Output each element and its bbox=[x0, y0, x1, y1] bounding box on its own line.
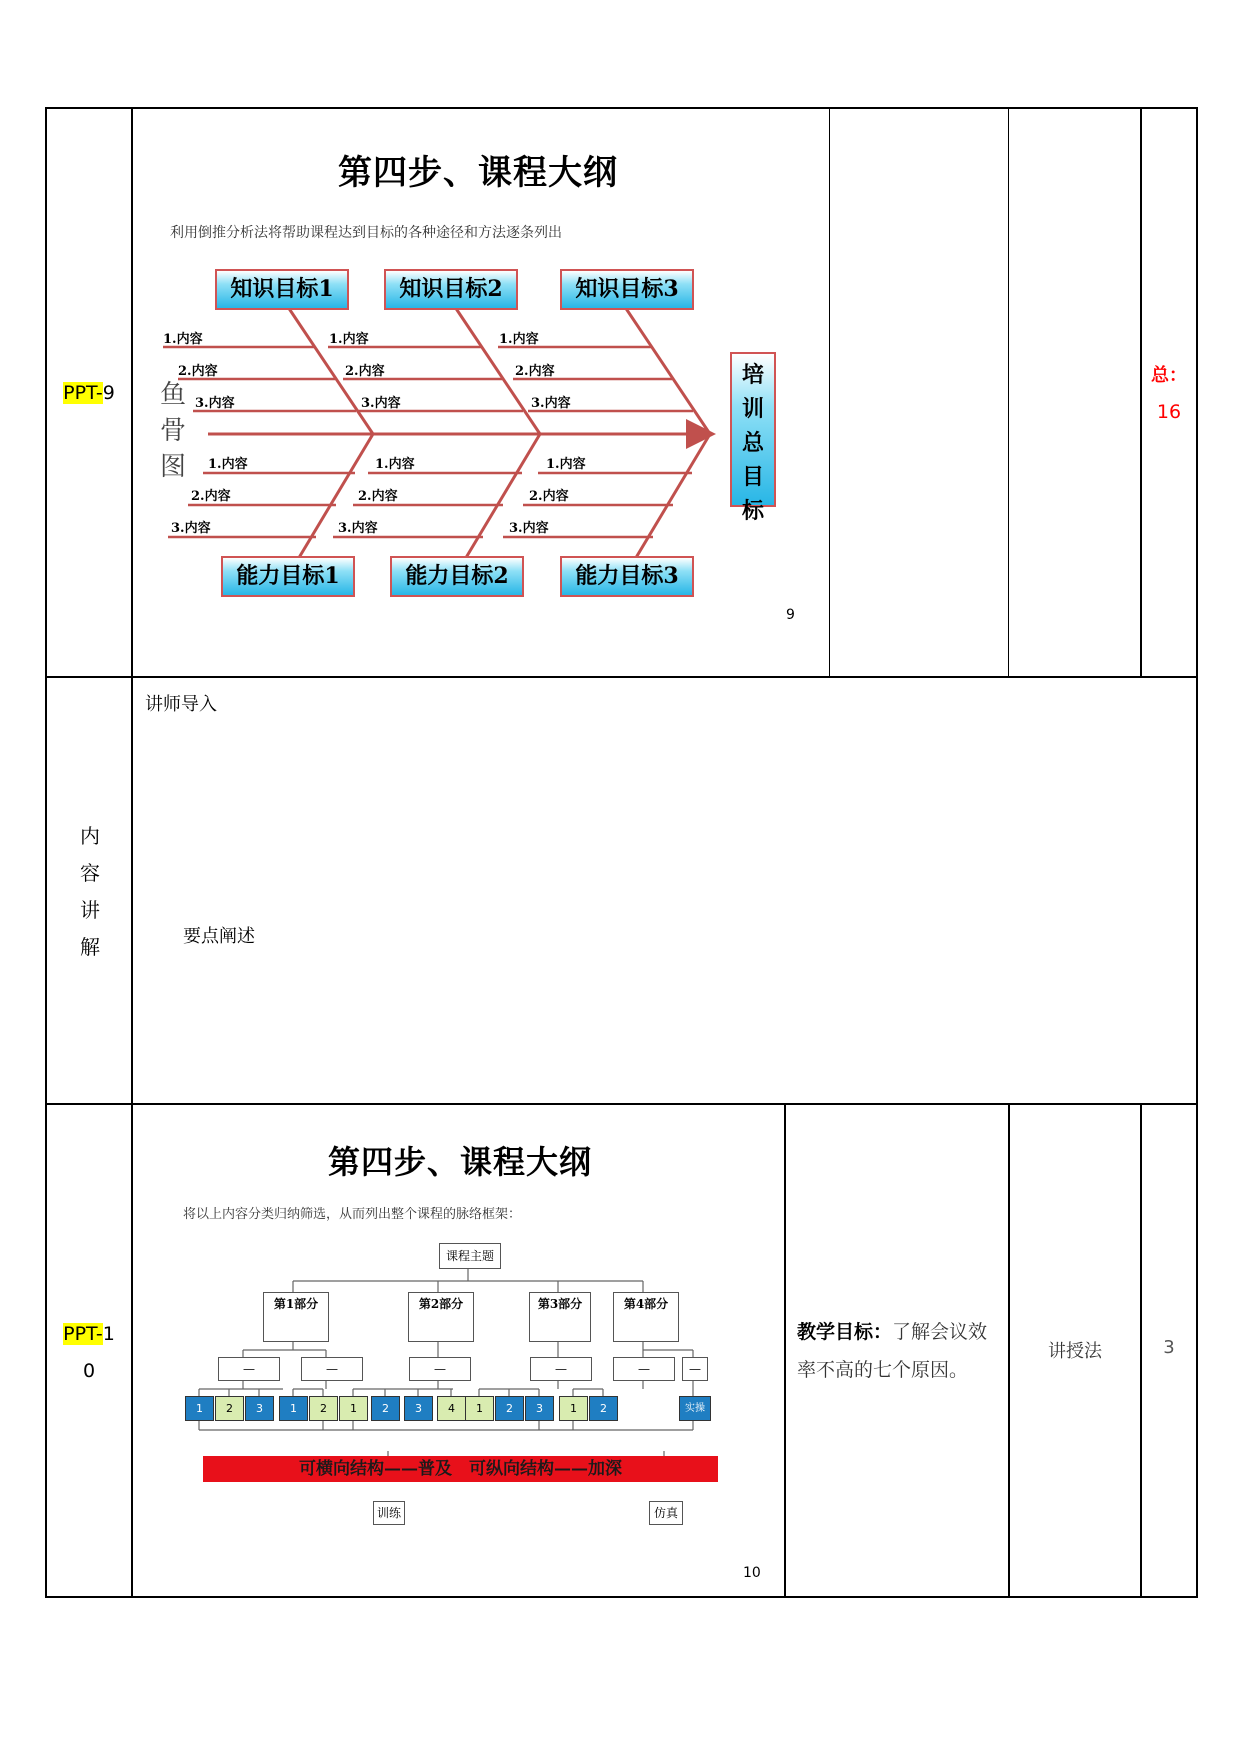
branch-item: 1.内容 bbox=[499, 332, 539, 347]
branch-item: 3.内容 bbox=[509, 521, 549, 536]
total-label: 总： bbox=[1151, 365, 1187, 386]
leaf-box: 1 bbox=[559, 1396, 588, 1421]
leaf-box: 1 bbox=[339, 1396, 368, 1421]
ppt-prefix: PPT- bbox=[63, 382, 103, 404]
table-border-right bbox=[1196, 107, 1198, 1598]
leaf-box: 1 bbox=[279, 1396, 308, 1421]
branch-item: 1.内容 bbox=[208, 457, 248, 472]
slide-9 bbox=[133, 109, 829, 676]
ability-goal-1: 能力目标1 bbox=[221, 556, 355, 597]
branch-item: 1.内容 bbox=[546, 457, 586, 472]
goal-label: 教学目标： bbox=[797, 1321, 893, 1343]
method-cell: 讲授法 bbox=[1048, 1341, 1102, 1362]
section-label-content: 内容讲解 bbox=[80, 824, 100, 959]
branch-item: 2.内容 bbox=[529, 489, 569, 504]
ppt-9-label bbox=[47, 375, 131, 412]
org-part-3: 第3部分 bbox=[529, 1292, 591, 1342]
ability-goal-2: 能力目标2 bbox=[390, 556, 524, 597]
knowledge-goal-2: 知识目标2 bbox=[384, 269, 518, 310]
branch-item: 3.内容 bbox=[361, 396, 401, 411]
ability-goal-3: 能力目标3 bbox=[560, 556, 694, 597]
org-sub: — bbox=[301, 1357, 363, 1381]
knowledge-goal-3: 知识目标3 bbox=[560, 269, 694, 310]
leaf-box: 2 bbox=[495, 1396, 524, 1421]
branch-item: 3.内容 bbox=[171, 521, 211, 536]
branch-item: 2.内容 bbox=[358, 489, 398, 504]
org-bottom-right: 仿真 bbox=[649, 1501, 683, 1525]
leaf-box: 1 bbox=[185, 1396, 214, 1421]
org-root: 课程主题 bbox=[439, 1243, 501, 1269]
total-value: 16 bbox=[1156, 401, 1182, 423]
table-border-row1-bottom bbox=[45, 676, 1198, 678]
intro-label: 讲师导入 bbox=[145, 694, 217, 715]
org-sub: — bbox=[613, 1357, 675, 1381]
branch-item: 1.内容 bbox=[375, 457, 415, 472]
leaf-box: 2 bbox=[589, 1396, 618, 1421]
fishbone-label: 鱼骨图 bbox=[160, 380, 187, 482]
training-target: 培训总目标 bbox=[730, 352, 776, 507]
org-sub: — bbox=[530, 1357, 592, 1381]
leaf-box: 2 bbox=[309, 1396, 338, 1421]
leaf-box: 1 bbox=[465, 1396, 494, 1421]
slide-9-subtitle: 利用倒推分析法将帮助课程达到目标的各种途径和方法逐条列出 bbox=[170, 225, 562, 241]
ppt-suffix-2: 0 bbox=[82, 1360, 96, 1382]
ppt-prefix: PPT- bbox=[63, 1323, 103, 1345]
duration-cell: 3 bbox=[1163, 1337, 1175, 1358]
table-border-bottom bbox=[45, 1596, 1198, 1598]
leaf-box: 2 bbox=[215, 1396, 244, 1421]
leaf-box: 2 bbox=[371, 1396, 400, 1421]
leaf-box: 实操 bbox=[679, 1396, 711, 1421]
row1-col-sep-b bbox=[1008, 107, 1009, 678]
branch-item: 2.内容 bbox=[515, 364, 555, 379]
knowledge-goal-1: 知识目标1 bbox=[215, 269, 349, 310]
branch-item: 3.内容 bbox=[338, 521, 378, 536]
branch-item: 3.内容 bbox=[195, 396, 235, 411]
leaf-box: 3 bbox=[404, 1396, 433, 1421]
branch-item: 1.内容 bbox=[329, 332, 369, 347]
branch-item: 3.内容 bbox=[531, 396, 571, 411]
ppt-suffix: 9 bbox=[102, 382, 115, 404]
org-sub: — bbox=[682, 1357, 708, 1381]
slide-9-page-number: 9 bbox=[786, 607, 795, 623]
ppt-suffix-1: 1 bbox=[102, 1323, 115, 1345]
branch-item: 1.内容 bbox=[163, 332, 203, 347]
slide-10-subtitle: 将以上内容分类归纳筛选，从而列出整个课程的脉络框架： bbox=[183, 1207, 522, 1222]
row1-col-sep-a bbox=[829, 107, 830, 678]
org-chart-lines bbox=[133, 1105, 784, 1596]
slide-10-page-number: 10 bbox=[743, 1565, 761, 1581]
leaf-box: 3 bbox=[245, 1396, 274, 1421]
total-cell bbox=[1142, 358, 1196, 430]
ppt-10-label bbox=[47, 1316, 131, 1390]
slide-10-title: 第四步、课程大纲 bbox=[328, 1143, 593, 1181]
org-bottom-left: 训练 bbox=[373, 1501, 405, 1525]
branch-item: 2.内容 bbox=[345, 364, 385, 379]
branch-item: 2.内容 bbox=[191, 489, 231, 504]
org-part-1: 第1部分 bbox=[263, 1292, 329, 1342]
org-banner: 可横向结构——普及 可纵向结构——加深 bbox=[203, 1456, 718, 1482]
slide-9-title: 第四步、课程大纲 bbox=[338, 153, 618, 193]
row3-col-sep-a bbox=[784, 1103, 786, 1598]
branch-item: 2.内容 bbox=[178, 364, 218, 379]
leaf-box: 4 bbox=[437, 1396, 466, 1421]
goal-text: 了解会议效率不高的七个原因。 bbox=[797, 1321, 988, 1381]
org-sub: — bbox=[409, 1357, 471, 1381]
org-part-2: 第2部分 bbox=[408, 1292, 474, 1342]
org-part-4: 第4部分 bbox=[613, 1292, 679, 1342]
teaching-goal bbox=[797, 1313, 1001, 1389]
slide-10 bbox=[133, 1105, 784, 1596]
points-label: 要点阐述 bbox=[183, 926, 255, 947]
org-sub: — bbox=[218, 1357, 280, 1381]
leaf-box: 3 bbox=[525, 1396, 554, 1421]
